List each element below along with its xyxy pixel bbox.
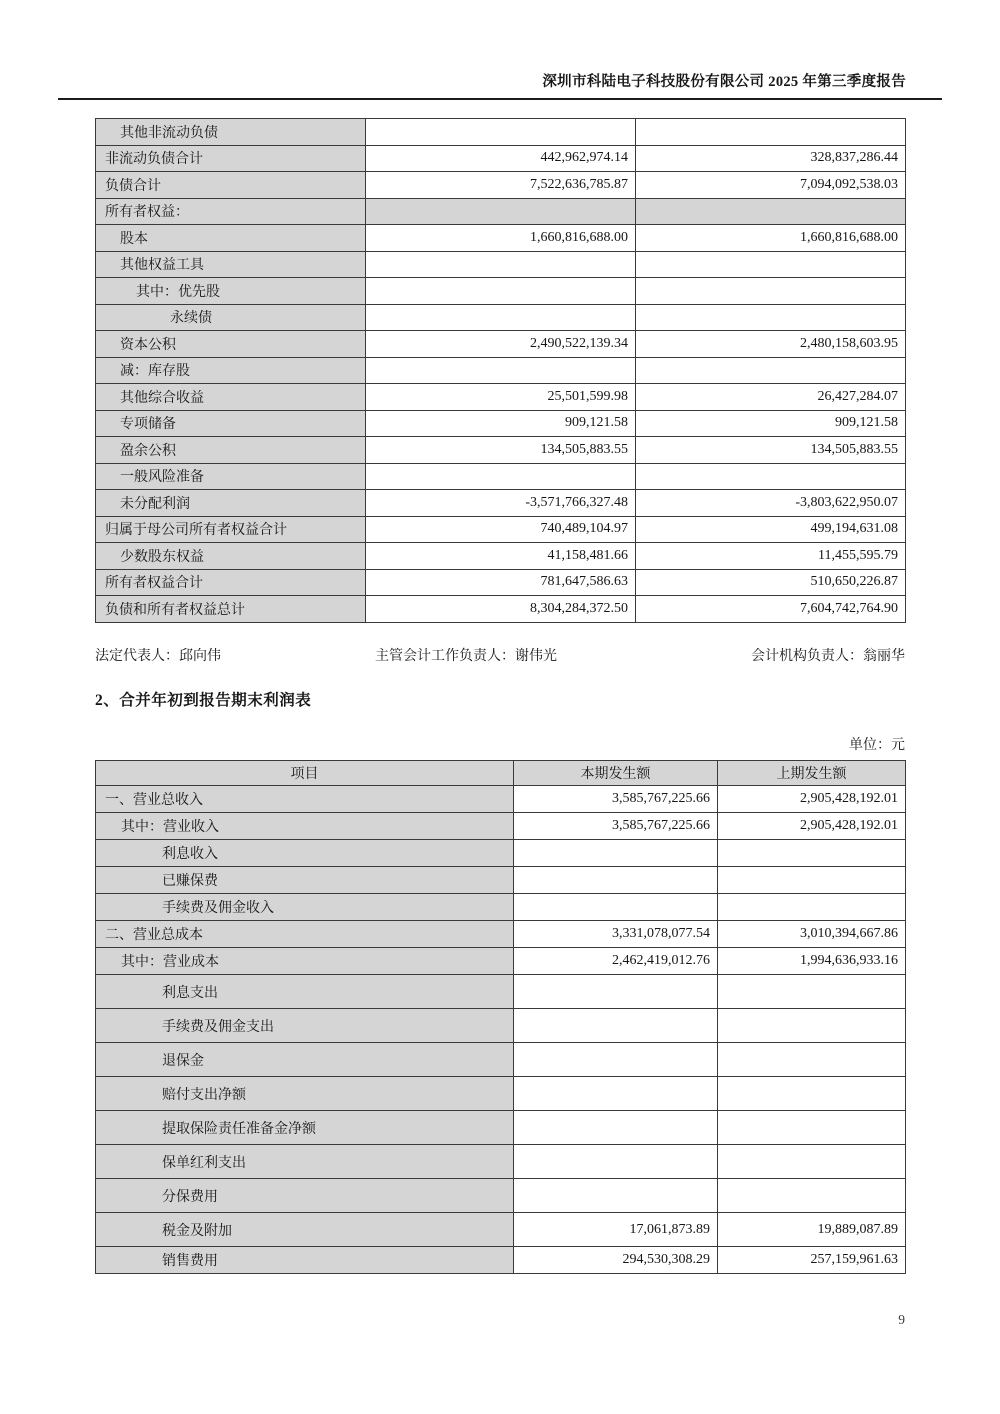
value-prior-period (718, 1179, 906, 1213)
table-row (96, 384, 906, 411)
table-row (96, 119, 906, 146)
value-current-period (366, 119, 636, 146)
table-row (96, 357, 906, 384)
row-label: 专项储备 (96, 410, 366, 437)
row-label: 已赚保费 (96, 867, 514, 894)
row-label: 退保金 (96, 1043, 514, 1077)
value-current-period: 134,505,883.55 (366, 437, 636, 464)
table-row (96, 1247, 906, 1274)
table-row (96, 1213, 906, 1247)
value-prior-period: 1,660,816,688.00 (636, 225, 906, 252)
value-prior-period (718, 975, 906, 1009)
value-prior-period: 257,159,961.63 (718, 1247, 906, 1274)
table-row (96, 1009, 906, 1043)
value-current-period (514, 894, 718, 921)
row-label: 分保费用 (96, 1179, 514, 1213)
row-label: 其他权益工具 (96, 251, 366, 278)
row-label: 其他综合收益 (96, 384, 366, 411)
table-row (96, 1179, 906, 1213)
table-row (96, 921, 906, 948)
balance-sheet-table (95, 118, 906, 623)
value-prior-period: 328,837,286.44 (636, 145, 906, 172)
row-label: 提取保险责任准备金净额 (96, 1111, 514, 1145)
value-current-period: 442,962,974.14 (366, 145, 636, 172)
value-current-period: 909,121.58 (366, 410, 636, 437)
value-prior-period (636, 251, 906, 278)
value-current-period: 2,462,419,012.76 (514, 948, 718, 975)
row-label: 其中：营业收入 (96, 813, 514, 840)
value-prior-period: 2,905,428,192.01 (718, 786, 906, 813)
value-prior-period: 2,480,158,603.95 (636, 331, 906, 358)
value-current-period (366, 198, 636, 225)
table-row (96, 516, 906, 543)
value-current-period: 8,304,284,372.50 (366, 596, 636, 623)
value-prior-period (636, 198, 906, 225)
table-row (96, 1111, 906, 1145)
row-label: 非流动负债合计 (96, 145, 366, 172)
value-current-period (366, 304, 636, 331)
row-label: 其中：优先股 (96, 278, 366, 305)
row-label: 保单红利支出 (96, 1145, 514, 1179)
chief-accounting-officer: 主管会计工作负责人：谢伟光 (375, 649, 557, 664)
table-row (96, 225, 906, 252)
value-current-period (514, 1043, 718, 1077)
signatories-row (95, 645, 905, 665)
row-label: 未分配利润 (96, 490, 366, 517)
value-prior-period: 7,094,092,538.03 (636, 172, 906, 199)
row-label: 一、营业总收入 (96, 786, 514, 813)
value-prior-period (636, 278, 906, 305)
row-label: 所有者权益： (96, 198, 366, 225)
value-prior-period (718, 840, 906, 867)
value-current-period (514, 840, 718, 867)
row-label: 所有者权益合计 (96, 569, 366, 596)
value-current-period: 41,158,481.66 (366, 543, 636, 570)
value-current-period: 781,647,586.63 (366, 569, 636, 596)
value-prior-period: 7,604,742,764.90 (636, 596, 906, 623)
row-label: 少数股东权益 (96, 543, 366, 570)
value-current-period: 17,061,873.89 (514, 1213, 718, 1247)
table-row (96, 894, 906, 921)
row-label: 其中：营业成本 (96, 948, 514, 975)
value-prior-period: -3,803,622,950.07 (636, 490, 906, 517)
table-row (96, 1145, 906, 1179)
row-label: 税金及附加 (96, 1213, 514, 1247)
table-row (96, 1043, 906, 1077)
value-current-period (514, 1009, 718, 1043)
section-title: 2、合并年初到报告期末利润表 (95, 692, 312, 709)
table-row (96, 786, 906, 813)
value-prior-period: 1,994,636,933.16 (718, 948, 906, 975)
row-label: 销售费用 (96, 1247, 514, 1274)
row-label: 手续费及佣金收入 (96, 894, 514, 921)
value-current-period (366, 251, 636, 278)
row-label: 永续债 (96, 304, 366, 331)
value-prior-period (718, 1077, 906, 1111)
value-current-period: 25,501,599.98 (366, 384, 636, 411)
value-current-period (514, 1077, 718, 1111)
table-row (96, 410, 906, 437)
table-row (96, 304, 906, 331)
row-label: 负债和所有者权益总计 (96, 596, 366, 623)
value-current-period: 7,522,636,785.87 (366, 172, 636, 199)
table-row (96, 331, 906, 358)
value-current-period (514, 975, 718, 1009)
page-number: 9 (898, 1312, 905, 1327)
value-prior-period (636, 463, 906, 490)
value-prior-period (718, 1145, 906, 1179)
value-prior-period (636, 304, 906, 331)
table-row (96, 463, 906, 490)
column-header-item: 项目 (96, 761, 514, 786)
value-prior-period (718, 1111, 906, 1145)
income-statement-table (95, 760, 906, 1274)
value-current-period: 3,331,078,077.54 (514, 921, 718, 948)
value-current-period: 294,530,308.29 (514, 1247, 718, 1274)
row-label: 一般风险准备 (96, 463, 366, 490)
table-row (96, 278, 906, 305)
value-prior-period: 909,121.58 (636, 410, 906, 437)
value-current-period: -3,571,766,327.48 (366, 490, 636, 517)
row-label: 其他非流动负债 (96, 119, 366, 146)
value-current-period (514, 1179, 718, 1213)
accounting-department-head: 会计机构负责人：翁丽华 (751, 649, 905, 664)
value-prior-period: 510,650,226.87 (636, 569, 906, 596)
value-current-period: 3,585,767,225.66 (514, 813, 718, 840)
value-current-period: 740,489,104.97 (366, 516, 636, 543)
row-label: 盈余公积 (96, 437, 366, 464)
value-prior-period (636, 357, 906, 384)
column-header-current-period: 本期发生额 (514, 761, 718, 786)
table-row (96, 145, 906, 172)
value-current-period: 3,585,767,225.66 (514, 786, 718, 813)
value-prior-period (718, 1043, 906, 1077)
value-prior-period (718, 1009, 906, 1043)
value-prior-period: 2,905,428,192.01 (718, 813, 906, 840)
table-row (96, 1077, 906, 1111)
value-prior-period: 3,010,394,667.86 (718, 921, 906, 948)
row-label: 资本公积 (96, 331, 366, 358)
table-row (96, 975, 906, 1009)
legal-representative: 法定代表人：邱向伟 (95, 649, 221, 664)
table-row (96, 437, 906, 464)
table-row (96, 198, 906, 225)
row-label: 利息收入 (96, 840, 514, 867)
value-current-period (366, 463, 636, 490)
value-prior-period: 11,455,595.79 (636, 543, 906, 570)
table-row (96, 490, 906, 517)
row-label: 赔付支出净额 (96, 1077, 514, 1111)
row-label: 股本 (96, 225, 366, 252)
value-prior-period: 499,194,631.08 (636, 516, 906, 543)
table-row (96, 867, 906, 894)
table-row (96, 813, 906, 840)
value-prior-period: 19,889,087.89 (718, 1213, 906, 1247)
unit-note: 单位：元 (849, 738, 905, 753)
value-current-period (366, 278, 636, 305)
table-row (96, 569, 906, 596)
table-row (96, 596, 906, 623)
row-label: 减：库存股 (96, 357, 366, 384)
value-current-period (514, 867, 718, 894)
value-current-period (514, 1145, 718, 1179)
value-current-period (366, 357, 636, 384)
table-row (96, 840, 906, 867)
value-prior-period: 134,505,883.55 (636, 437, 906, 464)
value-current-period (514, 1111, 718, 1145)
column-header-prior-period: 上期发生额 (718, 761, 906, 786)
value-prior-period (718, 894, 906, 921)
value-current-period: 1,660,816,688.00 (366, 225, 636, 252)
value-prior-period (718, 867, 906, 894)
report-header-title: 深圳市科陆电子科技股份有限公司 2025 年第三季度报告 (58, 70, 942, 100)
table-row (96, 172, 906, 199)
row-label: 手续费及佣金支出 (96, 1009, 514, 1043)
table-row (96, 948, 906, 975)
row-label: 负债合计 (96, 172, 366, 199)
row-label: 二、营业总成本 (96, 921, 514, 948)
value-prior-period: 26,427,284.07 (636, 384, 906, 411)
row-label: 利息支出 (96, 975, 514, 1009)
row-label: 归属于母公司所有者权益合计 (96, 516, 366, 543)
table-row (96, 543, 906, 570)
table-header-row (96, 761, 906, 786)
table-row (96, 251, 906, 278)
value-prior-period (636, 119, 906, 146)
value-current-period: 2,490,522,139.34 (366, 331, 636, 358)
